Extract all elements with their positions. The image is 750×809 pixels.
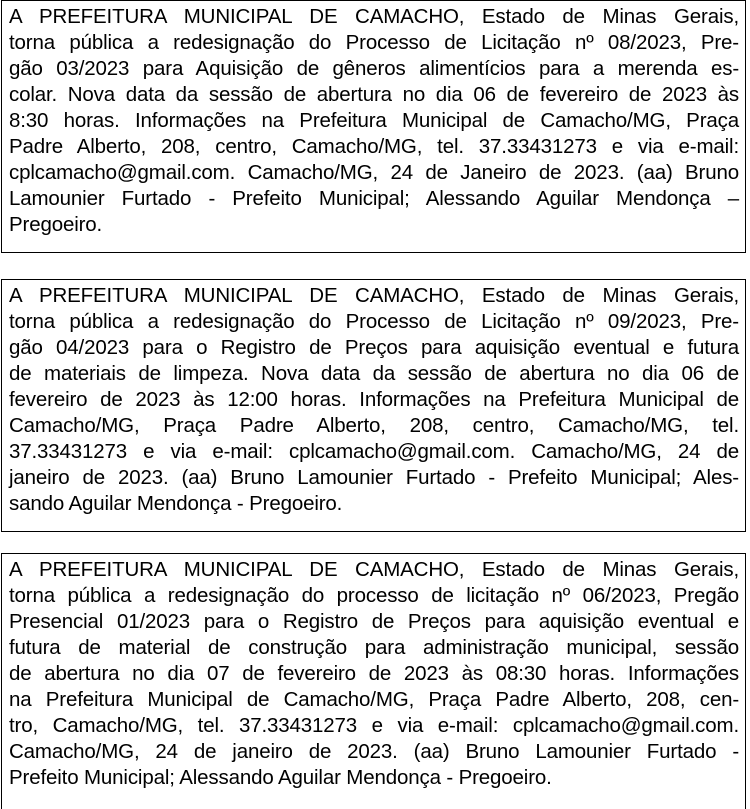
notice-2-line-5: fevereiro de 2023 às 12:00 horas. Informações na Prefeitura Municipal de — [9, 388, 739, 411]
notice-3-line-4: futura de material de construção para administração municipal, sessão — [9, 636, 739, 659]
notice-2-line-2: torna pública a redesignação do Processo de Licitação nº 09/2023, Pre- — [9, 310, 739, 333]
notice-1-line-8: Lamounier Furtado - Prefeito Municipal; Alessando Aguilar Mendonça – — [9, 187, 739, 210]
notice-2-line-4: de materiais de limpeza. Nova data da sessão de abertura no dia 06 de — [9, 362, 739, 385]
notice-box-2 — [1, 279, 746, 532]
notice-3-line-7: tro, Camacho/MG, tel. 37.33431273 e via e-mail: cplcamacho@gmail.com. — [9, 714, 739, 737]
notice-2-line-8: janeiro de 2023. (aa) Bruno Lamounier Furtado - Prefeito Municipal; Ales- — [9, 466, 739, 489]
notice-1-line-4: colar. Nova data da sessão de abertura no dia 06 de fevereiro de 2023 às — [9, 83, 739, 106]
notice-2-line-1: A PREFEITURA MUNICIPAL DE CAMACHO, Estado de Minas Gerais, — [9, 284, 739, 307]
notice-1-line-5: 8:30 horas. Informações na Prefeitura Municipal de Camacho/MG, Praça — [9, 109, 739, 132]
notice-2-line-9: sando Aguilar Mendonça - Pregoeiro. — [9, 492, 343, 515]
notice-2-line-3: gão 04/2023 para o Registro de Preços para aquisição eventual e futura — [9, 336, 739, 359]
notice-3-line-8: Camacho/MG, 24 de janeiro de 2023. (aa) Bruno Lamounier Furtado - — [9, 740, 739, 763]
notice-3-line-1: A PREFEITURA MUNICIPAL DE CAMACHO, Estado de Minas Gerais, — [9, 558, 739, 581]
notice-box-3 — [1, 553, 746, 809]
notice-3-line-2: torna pública a redesignação do processo de licitação nº 06/2023, Pregão — [9, 584, 739, 607]
notice-2-line-6: Camacho/MG, Praça Padre Alberto, 208, centro, Camacho/MG, tel. — [9, 414, 739, 437]
notice-1-line-2: torna pública a redesignação do Processo de Licitação nº 08/2023, Pre- — [9, 31, 739, 54]
notice-1-line-9: Pregoeiro. — [9, 213, 103, 236]
notice-box-1 — [1, 0, 746, 253]
notice-1-line-3: gão 03/2023 para Aquisição de gêneros alimentícios para a merenda es- — [9, 57, 739, 80]
notice-3-line-5: de abertura no dia 07 de fevereiro de 2023 às 08:30 horas. Informações — [9, 662, 739, 685]
notice-1-line-6: Padre Alberto, 208, centro, Camacho/MG, tel. 37.33431273 e via e-mail: — [9, 135, 739, 158]
notice-3-line-3: Presencial 01/2023 para o Registro de Preços para aquisição eventual e — [9, 610, 739, 633]
notice-2-line-7: 37.33431273 e via e-mail: cplcamacho@gmail.com. Camacho/MG, 24 de — [9, 440, 739, 463]
notice-1-line-7: cplcamacho@gmail.com. Camacho/MG, 24 de Janeiro de 2023. (aa) Bruno — [9, 161, 739, 184]
notice-3-line-6: na Prefeitura Municipal de Camacho/MG, Praça Padre Alberto, 208, cen- — [9, 688, 739, 711]
notice-1-line-1: A PREFEITURA MUNICIPAL DE CAMACHO, Estado de Minas Gerais, — [9, 5, 739, 28]
notice-3-line-9: Prefeito Municipal; Alessando Aguilar Mendonça - Pregoeiro. — [9, 766, 552, 789]
